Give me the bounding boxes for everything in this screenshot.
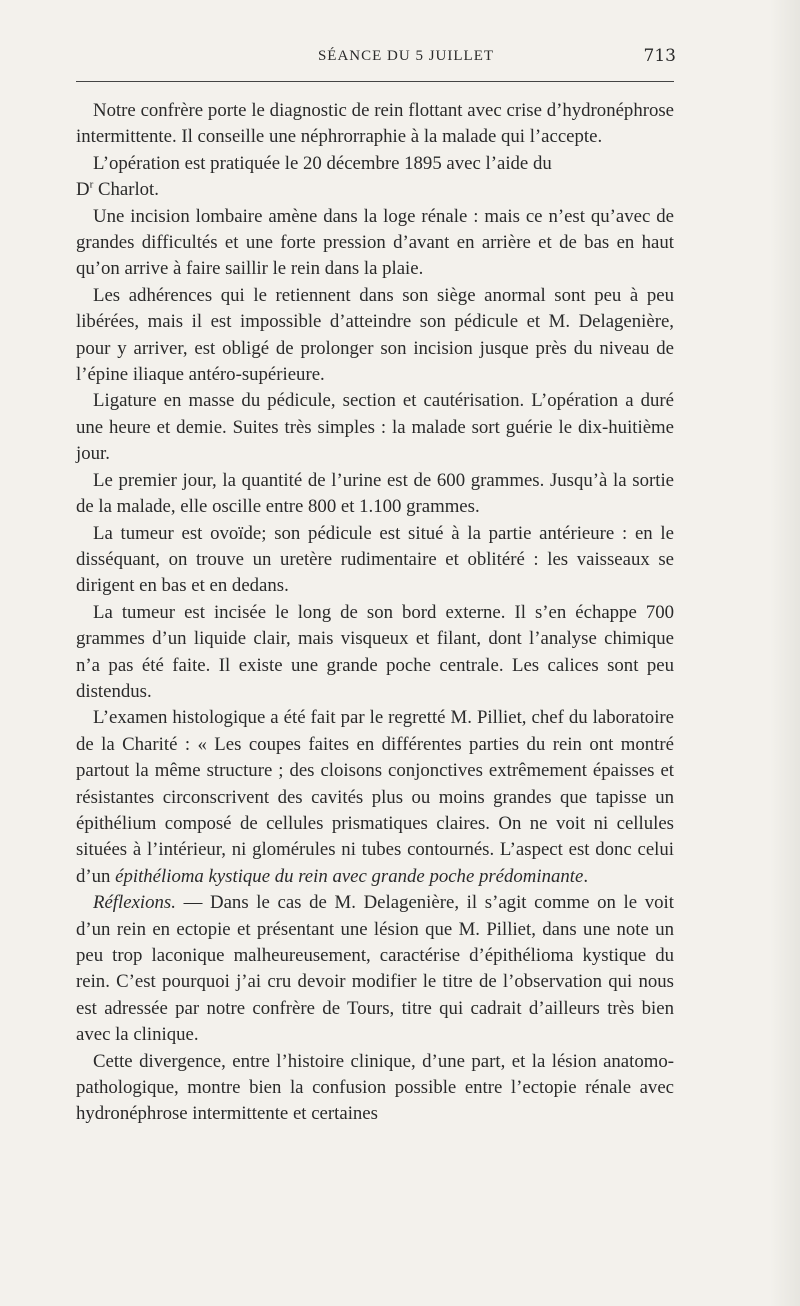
paragraph-9-italic: épithélioma kystique du rein avec grande poche prédominante: [115, 865, 584, 887]
paragraph-10: [76, 890, 674, 1048]
paragraph-2: [76, 151, 674, 204]
running-title: SÉANCE DU 5 JUILLET: [317, 48, 495, 64]
paragraph-5: Ligature en masse du pédicule, section et cautérisation. L’opération a duré une heure et demie. Suites très simples : la malade sort guérie le dix-huitième jour.: [76, 390, 674, 465]
paragraph-4: Les adhérences qui le retiennent dans son siège anormal sont peu à peu libérées, mais il est impossible d’atteindre son pédicule et M. Delagenière, pour y arriver, est obligé de prolonger son incision jusque près du niveau de l’épine iliaque antéro-supérieure.: [76, 284, 674, 386]
doctor-abbrev: D: [76, 179, 90, 201]
paragraph-3: Une incision lombaire amène dans la loge rénale : mais ce n’est qu’avec de grandes difficultés et une forte pression d’avant en arrière et de bas en haut qu’on arrive à faire saillir le rein dans la plaie.: [76, 205, 674, 280]
page-number: 713: [643, 46, 676, 66]
paragraph-2-end: Charlot.: [93, 179, 159, 201]
body-text: [76, 98, 674, 1128]
reflexions-heading: Réflexions.: [93, 892, 176, 914]
page-edge-shadow: [770, 0, 800, 1306]
paragraph-6: Le premier jour, la quantité de l’urine est de 600 grammes. Jusqu’à la sortie de la malade, elle oscille entre 800 et 1.100 grammes.: [76, 469, 674, 518]
page-header: [76, 46, 676, 74]
paragraph-1: Notre confrère porte le diagnostic de rein flottant avec crise d’hydronéphrose intermittente. Il conseille une néphrorraphie à la malade qui l’accepte.: [76, 100, 674, 148]
paragraph-9-end: .: [583, 865, 589, 887]
header-rule: [76, 81, 674, 82]
doctor-abbrev-sup: r: [89, 178, 94, 191]
paragraph-2-text: L’opération est pratiquée le 20 décembre 1895 avec l’aide du: [93, 152, 552, 174]
paragraph-11: Cette divergence, entre l’histoire clinique, d’une part, et la lésion anatomo-pathologique, montre bien la confusion possible entre l’ectopie rénale avec hydronéphrose intermittente et certaines: [76, 1050, 674, 1125]
paragraph-9: [76, 705, 674, 890]
paragraph-8: La tumeur est incisée le long de son bord externe. Il s’en échappe 700 grammes d’un liquide clair, mais visqueux et filant, dont l’analyse chimique n’a pas été faite. Il existe une grande poche centrale. Les calices sont peu distendus.: [76, 601, 674, 702]
paragraph-10-text: — Dans le cas de M. Delagenière, il s’agit comme on le voit d’un rein en ectopie et présentant une lésion que M. Pilliet, dans une note un peu trop laconique malheureusement, caractérise d’épithélioma kystique du rein. C’est pourquoi j’ai cru devoir modifier le titre de l’observation qui nous est adressée par notre confrère de Tours, titre qui cadrait d’ailleurs très bien avec la clinique.: [76, 892, 674, 1046]
paragraph-7: La tumeur est ovoïde; son pédicule est situé à la partie antérieure : en le disséquant, on trouve un uretère rudimentaire et oblitéré : les vaisseaux se dirigent en bas et en dedans.: [76, 522, 674, 597]
paragraph-9-text: L’examen histologique a été fait par le regretté M. Pilliet, chef du laboratoire de la Charité : « Les coupes faites en différentes parties du rein ont montré partout la même structure ; des cloisons conjonctives extrêmement épaisses et résistantes circonscrivent des cavités plus ou moins grandes que tapisse un épithélium composé de cellules prismatiques claires. On ne voit ni cellules situées à l’intérieur, ni glomérules ni tubes contournés. L’aspect est donc celui d’un: [76, 707, 674, 887]
